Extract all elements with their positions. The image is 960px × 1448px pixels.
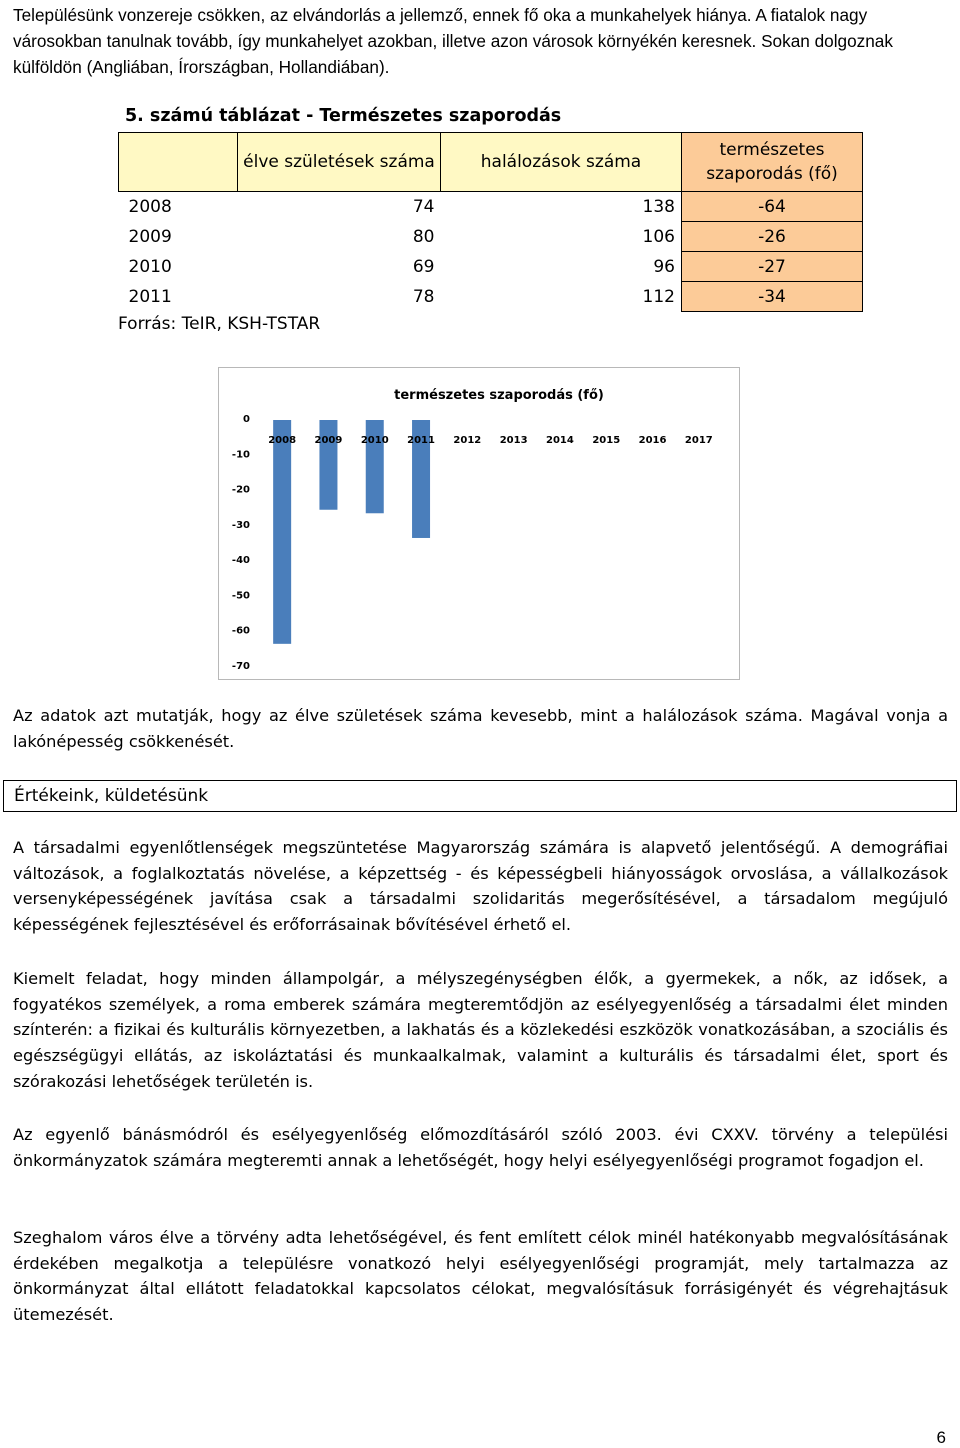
y-tick-label: -50 — [231, 590, 250, 602]
table-header-natural: természetes szaporodás (fő) — [682, 133, 863, 192]
table-cell-year: 2011 — [128, 286, 172, 307]
x-tick-label: 2014 — [546, 435, 574, 446]
x-tick-label: 2011 — [407, 435, 435, 446]
table-cell-year: 2009 — [128, 226, 172, 247]
table-row — [119, 282, 863, 312]
x-tick-label: 2013 — [499, 435, 528, 446]
chart-title: természetes szaporodás (fő) — [394, 388, 604, 403]
x-tick-label: 2017 — [684, 435, 713, 446]
x-tick-label: 2009 — [314, 435, 343, 446]
table-cell-natural: -64 — [682, 192, 863, 222]
natural-increase-chart — [218, 367, 740, 680]
y-tick-label: -30 — [231, 519, 250, 531]
body-paragraph: A társadalmi egyenlőtlenségek megszüntetése Magyarország számára is alapvető jelentőségű. A demográfiai változások, a foglalkoztatás növelése, a képzettség - és képességbeli hiányosságok orvoslása, a vállalkozások versenyképességének javítása csak a társadalmi szolidaritás megerősítésével, a társadalom megújuló képességének fejlesztésével és erőforrásainak bővítésével érhető el. — [13, 838, 948, 935]
x-tick-label: 2016 — [638, 435, 667, 446]
natural-increase-table — [118, 132, 863, 312]
x-tick-label: 2015 — [592, 435, 621, 446]
table-header-year — [119, 133, 238, 192]
table-row — [119, 222, 863, 252]
section-heading: Értékeink, küldetésünk — [3, 780, 957, 812]
table-row — [119, 252, 863, 282]
table-cell-year: 2008 — [128, 196, 172, 217]
x-tick-label: 2010 — [360, 435, 389, 446]
y-tick-label: -60 — [231, 625, 250, 637]
x-tick-label: 2012 — [453, 435, 482, 446]
y-tick-label: -70 — [231, 661, 250, 672]
table-cell-natural: -26 — [682, 222, 863, 252]
table-cell-year: 2010 — [128, 256, 172, 277]
table-cell-births: 78 — [412, 286, 435, 307]
bar-2009 — [319, 420, 337, 510]
data-summary-paragraph: Az adatok azt mutatják, hogy az élve születések száma kevesebb, mint a halálozások száma. Magával vonja a lakónépesség csökkenését. — [13, 706, 948, 751]
y-tick-label: -40 — [231, 555, 250, 567]
intro-paragraph: Településünk vonzereje csökken, az elvándorlás a jellemző, ennek fő oka a munkahelyek hiánya. A fiatalok nagy városokban tanulnak tovább, így munkahelyet azokban, illetve azon városok környékén keresnek. Sokan dolgoznak külföldön (Angliában, Írországban, Hollandiában). — [13, 5, 893, 77]
page-number: 6 — [936, 1428, 946, 1447]
table-header-deaths: halálozások száma — [441, 133, 682, 192]
y-tick-label: -10 — [231, 449, 250, 461]
body-paragraph: Kiemelt feladat, hogy minden állampolgár, a mélyszegénységben élők, a gyermekek, a nők, az idősek, a fogyatékos személyek, a roma emberek számára megteremtődjön az esélyegyenlőség a társadalmi élet minden színterén: a fizikai és kulturális környezetben, a lakhatás és a közlekedési eszközök vonatkozásában, a szociális és egészségügyi ellátás, az iskoláztatási és munkaalkalmak, valamint a kulturális és társadalmi élet, sport és szórakozási lehetőségek területén is. — [13, 969, 948, 1091]
y-tick-label: 0 — [243, 414, 250, 425]
chart-svg — [219, 368, 739, 679]
x-tick-label: 2008 — [268, 435, 297, 446]
bar-2010 — [366, 420, 384, 513]
table-source: Forrás: TeIR, KSH-TSTAR — [118, 314, 321, 334]
body-paragraph: Az egyenlő bánásmódról és esélyegyenlőség előmozdításáról szóló 2003. évi CXXV. törvény a települési önkormányzatok számára megteremti annak a lehetőségét, hogy helyi esélyegyenlőségi programot fogadjon el. — [13, 1125, 948, 1170]
y-tick-label: -20 — [231, 484, 250, 496]
table-cell-deaths: 106 — [642, 226, 675, 247]
table-row — [119, 192, 863, 222]
table-cell-deaths: 138 — [642, 196, 675, 217]
table-header-row — [119, 133, 863, 192]
table-header-births: élve születések száma — [238, 133, 441, 192]
table-cell-natural: -34 — [682, 282, 863, 312]
table-cell-births: 80 — [412, 226, 435, 247]
table-cell-natural: -27 — [682, 252, 863, 282]
body-paragraph: Szeghalom város élve a törvény adta lehetőségével, és fent említett célok minél hatékonyabb megvalósításának érdekében megalkotja a településre vonatkozó helyi esélyegyenlőségi programját, mely tartalmazza az önkormányzat által ellátott feladatokkal kapcsolatos célokat, megvalósításuk forrásigényét és végrehajtásuk ütemezését. — [13, 1228, 948, 1325]
table-caption: 5. számú táblázat - Természetes szaporodás — [125, 106, 562, 126]
table-cell-deaths: 96 — [653, 256, 675, 277]
table-cell-deaths: 112 — [642, 286, 675, 307]
bar-2008 — [273, 420, 291, 644]
table-cell-births: 74 — [412, 196, 435, 217]
table-cell-births: 69 — [412, 256, 435, 277]
